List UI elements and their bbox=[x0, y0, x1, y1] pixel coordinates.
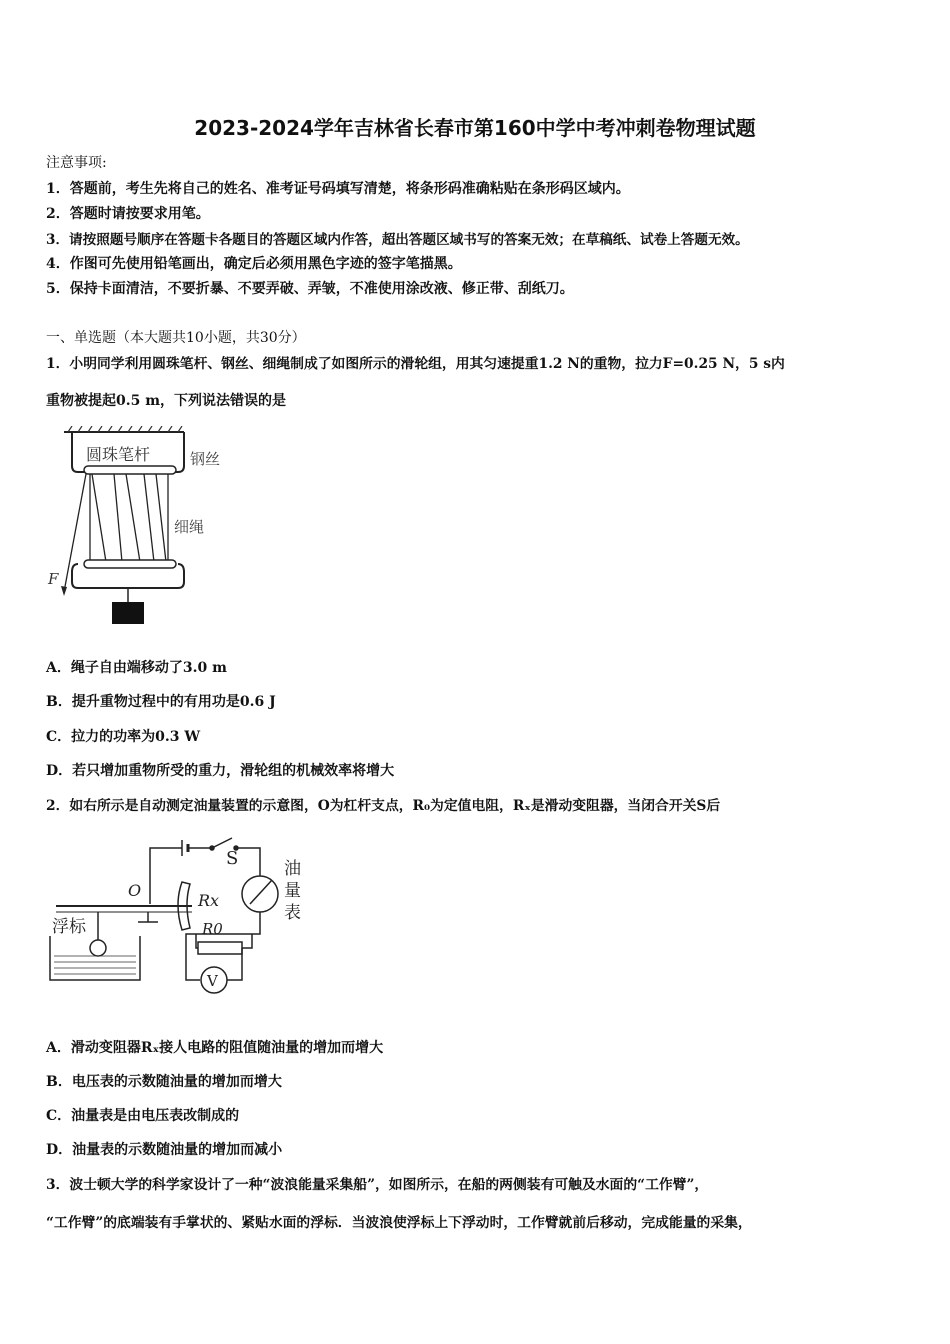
wire-label: 钢丝 bbox=[190, 450, 221, 468]
pulley-figure bbox=[44, 426, 244, 628]
q1-stem-line2: 重物被提起0.5 m，下列说法错误的是 bbox=[46, 393, 287, 409]
rope-label: 细绳 bbox=[174, 518, 205, 536]
r0-label: R0 bbox=[202, 920, 223, 938]
q2-option: B．电压表的示数随油量的增加而增大 bbox=[46, 1074, 282, 1090]
force-label: F bbox=[48, 570, 59, 588]
notice-item: 1．答题前，考生先将自己的姓名、准考证号码填写清楚，将条形码准确粘贴在条形码区域内。 bbox=[46, 181, 630, 197]
q2-option: D．油量表的示数随油量的增加而减小 bbox=[46, 1142, 283, 1158]
rx-label: Rx bbox=[198, 891, 220, 910]
q1-option: B．提升重物过程中的有用功是0.6 J bbox=[46, 694, 276, 710]
oil-gauge-figure bbox=[46, 830, 316, 1005]
notice-heading: 注意事项: bbox=[46, 155, 107, 171]
q1-option: D．若只增加重物所受的重力，滑轮组的机械效率将增大 bbox=[46, 763, 395, 779]
q1-option: A．绳子自由端移动了3.0 m bbox=[46, 660, 227, 676]
q2-option: A．滑动变阻器Rₓ接人电路的阻值随油量的增加而增大 bbox=[46, 1040, 384, 1056]
notice-item: 3．请按照题号顺序在答题卡各题目的答题区域内作答，超出答题区域书写的答案无效；在草稿纸、试卷上答题无效。 bbox=[46, 232, 749, 248]
q2-stem-line1: 2．如右所示是自动测定油量装置的示意图，O为杠杆支点，R₀为定值电阻，Rₓ是滑动变阻器，当闭合开关S后 bbox=[46, 798, 721, 814]
page-title: 2023-2024学年吉林省长春市第160中学中考冲刺卷物理试题 bbox=[194, 116, 756, 140]
pen-label: 圆珠笔杆 bbox=[86, 445, 151, 464]
voltmeter-label: V bbox=[207, 972, 218, 990]
meter-label: 表 bbox=[284, 903, 301, 923]
q3-stem-line1: 3．波士顿大学的科学家设计了一种“波浪能量采集船”，如图所示，在船的两侧装有可触及水面的“工作臂”， bbox=[46, 1177, 709, 1193]
notice-item: 2．答题时请按要求用笔。 bbox=[46, 206, 210, 222]
weight-block bbox=[112, 602, 144, 624]
pivot-label: O bbox=[128, 881, 142, 900]
notice-item: 5．保持卡面清洁，不要折暴、不要弄破、弄皱，不准使用涂改液、修正带、刮纸刀。 bbox=[46, 281, 574, 297]
meter-label: 量 bbox=[284, 881, 301, 901]
q3-stem-line2: “工作臂”的底端装有手掌状的、紧贴水面的浮标．当波浪使浮标上下浮动时，工作臂就前后移动，完成能量的采集， bbox=[46, 1215, 752, 1231]
q2-option: C．油量表是由电压表改制成的 bbox=[46, 1108, 240, 1124]
q1-option: C．拉力的功率为0.3 W bbox=[46, 729, 201, 745]
meter-label: 油 bbox=[284, 859, 301, 879]
float-label: 浮标 bbox=[52, 917, 86, 937]
notice-item: 4．作图可先使用铅笔画出，确定后必须用黑色字迹的签字笔描黑。 bbox=[46, 256, 462, 272]
section-heading: 一、单选题（本大题共10小题，共30分） bbox=[46, 330, 306, 346]
switch-label: S bbox=[226, 848, 239, 869]
q1-stem-line1: 1．小明同学利用圆珠笔杆、钢丝、细绳制成了如图所示的滑轮组，用其匀速提重1.2 N的重物，拉力F=0.25 N，5 s内 bbox=[46, 356, 785, 372]
